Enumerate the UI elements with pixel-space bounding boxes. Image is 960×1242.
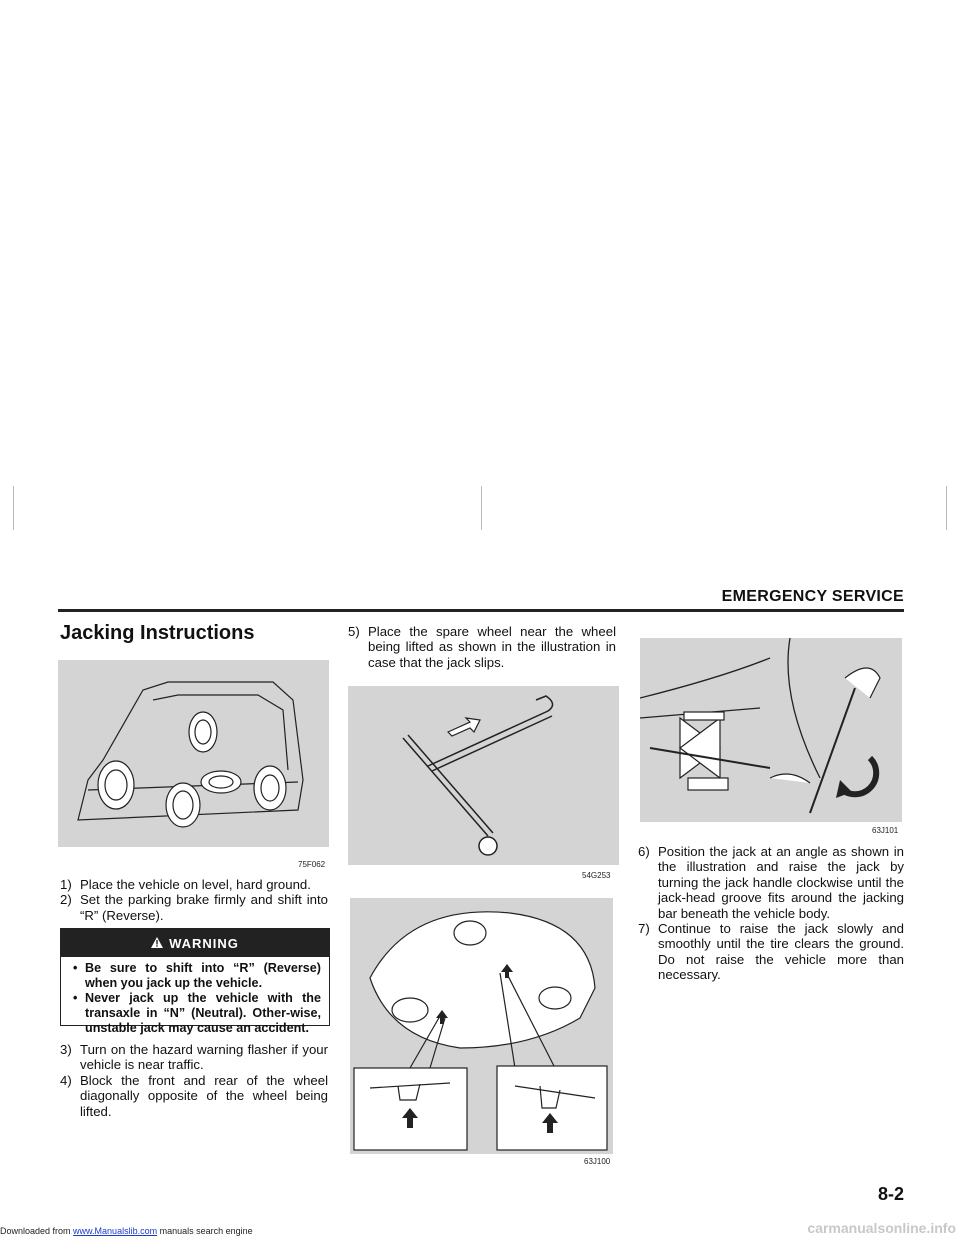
jacking-points-illustration <box>350 898 613 1154</box>
crop-mark <box>946 486 947 530</box>
warning-item: • Never jack up the vehicle with the transaxle in “N” (Neutral). Other-wise, unstable jack may cause an accident. <box>73 991 321 1035</box>
step-number: 1) <box>60 877 72 892</box>
watermark: carmanualsonline.info <box>807 1220 956 1236</box>
jack-position-illustration <box>640 638 902 822</box>
footer-prefix: Downloaded from <box>0 1226 74 1236</box>
warning-item-text: Be sure to shift into “R” (Reverse) when you jack up the vehicle. <box>85 961 321 990</box>
figure-code: 63J100 <box>584 1157 611 1166</box>
steps-list-col3 <box>638 844 904 983</box>
step-text: Continue to raise the jack slowly and smoothly until the tire clears the ground. Do not raise the vehicle more than necessary. <box>658 921 904 983</box>
warning-icon <box>151 936 163 951</box>
crop-mark <box>481 486 482 530</box>
step-text: Set the parking brake firmly and shift into “R” (Reverse). <box>80 892 328 923</box>
warning-header <box>61 929 329 957</box>
step-number: 4) <box>60 1072 72 1088</box>
list-item <box>60 1073 328 1119</box>
step-number: 7) <box>638 921 650 937</box>
step-text: Position the jack at an angle as shown in the illustration and raise the jack by turning the jack handle clockwise until the jack-head groove fits around the jacking bar beneath the vehicle body. <box>658 844 904 921</box>
steps-list-b <box>60 1042 328 1119</box>
section-title: EMERGENCY SERVICE <box>721 588 904 605</box>
step-text: Place the spare wheel near the wheel being lifted as shown in the illustration in case that the jack slips. <box>368 624 616 670</box>
figure-vehicle-wheels <box>58 660 329 847</box>
list-item <box>348 624 616 670</box>
step-number: 2) <box>60 892 72 908</box>
warning-title: WARNING <box>169 935 239 951</box>
page-number: 8-2 <box>877 1184 904 1204</box>
warning-box <box>60 928 330 1035</box>
steps-list-col2 <box>348 624 616 670</box>
step-text: Turn on the hazard warning flasher if your vehicle is near traffic. <box>80 1042 328 1073</box>
footer <box>0 1226 253 1236</box>
step-text: Place the vehicle on level, hard ground. <box>80 877 311 892</box>
jack-handle-illustration <box>348 686 619 865</box>
warning-item-text: Never jack up the vehicle with the transaxle in “N” (Neutral). Other-wise, unstable jack may cause an accident. <box>85 991 321 1035</box>
header-rule <box>58 609 904 612</box>
manualslib-link[interactable]: www.Manualslib.com <box>73 1226 158 1236</box>
figure-jack-handle <box>348 686 619 865</box>
list-item <box>638 921 904 983</box>
list-item <box>60 877 328 892</box>
step-number: 3) <box>60 1042 72 1057</box>
crop-mark <box>13 486 14 530</box>
list-item <box>638 844 904 921</box>
step-number: 5) <box>348 624 360 639</box>
figure-jack-position <box>640 638 902 822</box>
warning-item: • Be sure to shift into “R” (Reverse) when you jack up the vehicle. <box>73 961 321 990</box>
figure-code: 75F062 <box>298 860 326 869</box>
list-item <box>60 1042 328 1073</box>
step-number: 6) <box>638 844 650 859</box>
vehicle-illustration <box>58 660 329 847</box>
warning-list <box>61 961 329 1036</box>
figure-code: 63J101 <box>872 826 899 835</box>
page-heading: Jacking Instructions <box>60 622 255 644</box>
figure-jacking-points <box>350 898 613 1154</box>
footer-suffix: manuals search engine <box>157 1226 253 1236</box>
step-text: Block the front and rear of the wheel diagonally opposite of the wheel being lifted. <box>80 1072 328 1119</box>
figure-code: 54G253 <box>582 871 611 880</box>
list-item <box>60 892 328 923</box>
steps-list-a <box>60 877 328 923</box>
